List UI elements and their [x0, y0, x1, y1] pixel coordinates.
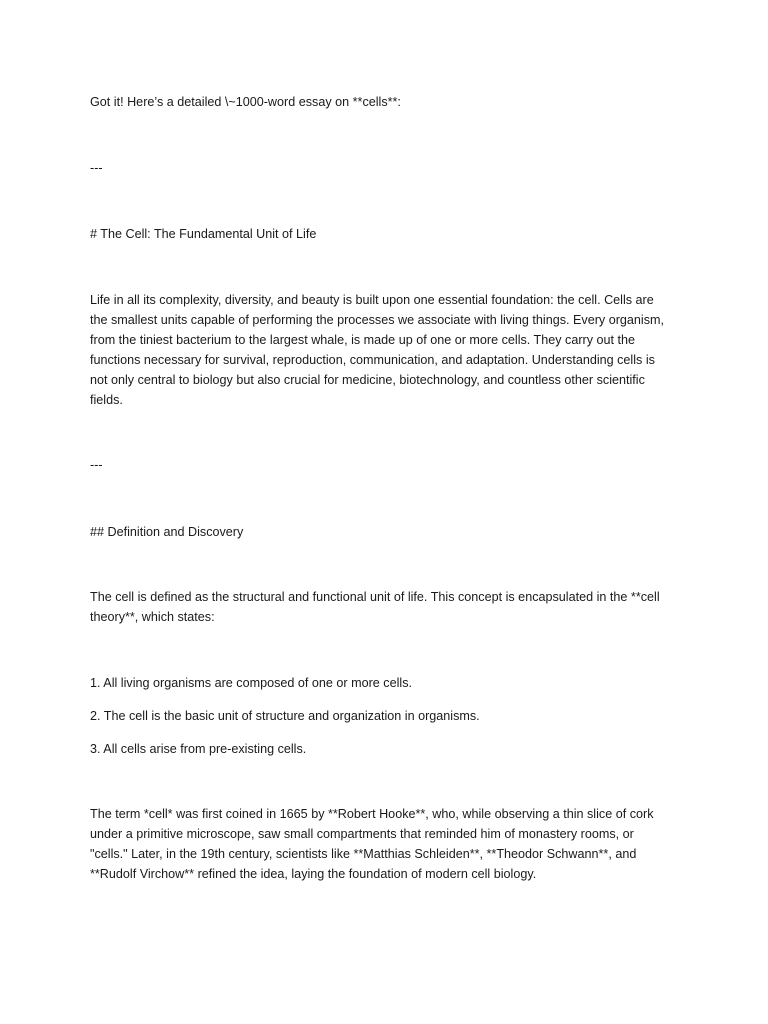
- history-paragraph: [90, 804, 680, 884]
- list-item: 3. All cells arise from pre-existing cells.: [90, 742, 307, 756]
- paragraph-line: not only central to biology but also crucial for medicine, biotechnology, and countless other scientific: [90, 373, 645, 387]
- paragraph-line: "cells." Later, in the 19th century, scientists like **Matthias Schleiden**, **Theodor Schwann**, and: [90, 847, 637, 861]
- definition-paragraph: [90, 587, 680, 627]
- paragraph-line: **Rudolf Virchow** refined the idea, laying the foundation of modern cell biology.: [90, 867, 537, 881]
- paragraph-line: functions necessary for survival, reproduction, communication, and adaptation. Understanding cells is: [90, 353, 655, 367]
- paragraph-line: The cell is defined as the structural and functional unit of life. This concept is encapsulated in the **cell: [90, 590, 660, 604]
- intro-paragraph: [90, 290, 680, 410]
- horizontal-rule-marker: ---: [90, 161, 103, 175]
- list-item: 1. All living organisms are composed of one or more cells.: [90, 676, 412, 690]
- horizontal-rule-marker: ---: [90, 458, 103, 472]
- section-heading: ## Definition and Discovery: [90, 525, 244, 539]
- intro-text: Got it! Here’s a detailed \~1000-word essay on **cells**:: [90, 95, 401, 109]
- paragraph-line: under a primitive microscope, saw small compartments that reminded him of monastery rooms, or: [90, 827, 634, 841]
- paragraph-line: The term *cell* was first coined in 1665 by **Robert Hooke**, who, while observing a thin slice of cork: [90, 807, 654, 821]
- paragraph-line: from the tiniest bacterium to the largest whale, is made up of one or more cells. They carry out the: [90, 333, 636, 347]
- paragraph-line: theory**, which states:: [90, 610, 215, 624]
- paragraph-line: fields.: [90, 393, 123, 407]
- list-item: 2. The cell is the basic unit of structure and organization in organisms.: [90, 709, 480, 723]
- paragraph-line: Life in all its complexity, diversity, and beauty is built upon one essential foundation: the cell. Cells are: [90, 293, 654, 307]
- document-title: # The Cell: The Fundamental Unit of Life: [90, 227, 317, 241]
- paragraph-line: the smallest units capable of performing the processes we associate with living things. Every organism,: [90, 313, 664, 327]
